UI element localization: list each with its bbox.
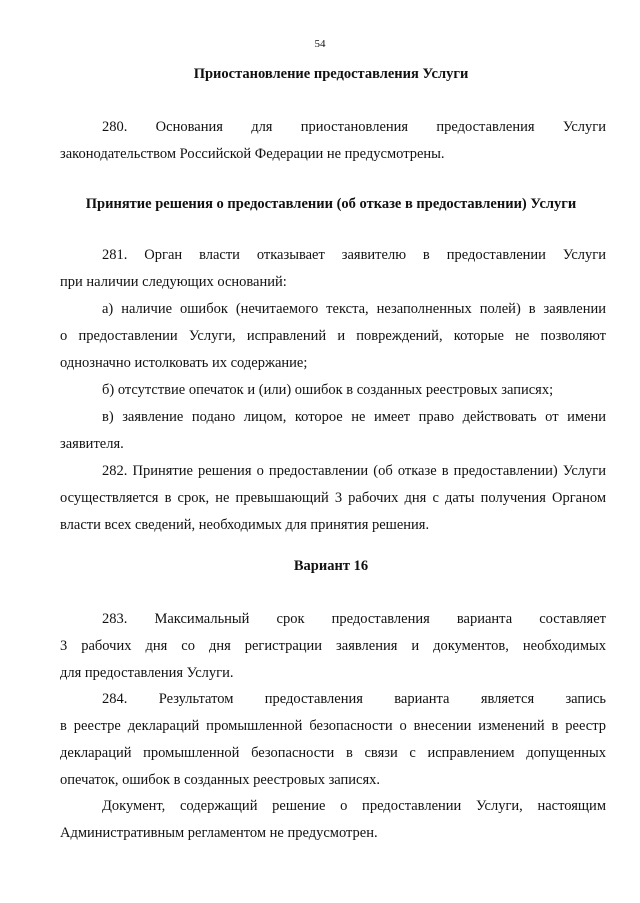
paragraph-line: 280. Основания для приостановления предоставления Услуги [102,119,606,135]
paragraph-line: осуществляется в срок, не превышающий 3 рабочих дня с даты получения Органом [60,490,606,506]
paragraph-document [60,793,606,847]
page-number: 54 [314,38,326,50]
list-item-a [60,296,606,377]
paragraph-line: для предоставления Услуги. [60,665,234,681]
paragraph-line: власти всех сведений, необходимых для принятия решения. [60,517,430,533]
paragraph-line: о предоставлении Услуги, исправлений и повреждений, которые не позволяют [60,328,606,344]
section-heading-variant-16: Вариант 16 [293,558,369,574]
paragraph-280 [60,114,606,168]
section-heading-decision: Принятие решения о предоставлении (об отказе в предоставлении) Услуги [85,196,577,212]
paragraph-line: Административным регламентом не предусмотрен. [60,825,378,841]
paragraph-line: в) заявление подано лицом, которое не имеет право действовать от имени [102,409,606,425]
paragraph-line: а) наличие ошибок (нечитаемого текста, незаполненных полей) в заявлении [102,301,606,317]
paragraph-line: в реестре деклараций промышленной безопасности о внесении изменений в реестр [60,718,606,734]
paragraph-line: однозначно истолковать их содержание; [60,355,308,371]
paragraph-283 [60,606,606,687]
paragraph-line: заявителя. [60,436,124,452]
paragraph-line: Документ, содержащий решение о предоставлении Услуги, настоящим [102,798,606,814]
paragraph-284 [60,686,606,794]
paragraph-281 [60,242,606,296]
paragraph-line: 281. Орган власти отказывает заявителю в предоставлении Услуги [102,247,606,263]
paragraph-line: 282. Принятие решения о предоставлении (об отказе в предоставлении) Услуги [102,463,606,479]
paragraph-line: деклараций промышленной безопасности в связи с исправлением допущенных [60,745,606,761]
paragraph-line: 283. Максимальный срок предоставления варианта составляет [102,611,606,627]
paragraph-line: 284. Результатом предоставления варианта является запись [102,691,606,707]
paragraph-line: опечаток, ошибок в созданных реестровых записях. [60,772,381,788]
paragraph-282 [60,458,606,539]
paragraph-line: законодательством Российской Федерации не предусмотрены. [60,146,445,162]
section-heading-suspension: Приостановление предоставления Услуги [193,66,469,82]
list-item-b [60,377,606,404]
list-item-c [60,404,606,458]
paragraph-line: при наличии следующих оснований: [60,274,287,290]
paragraph-line: 3 рабочих дня со дня регистрации заявления и документов, необходимых [60,638,606,654]
paragraph-line: б) отсутствие опечаток и (или) ошибок в созданных реестровых записях; [102,382,554,398]
